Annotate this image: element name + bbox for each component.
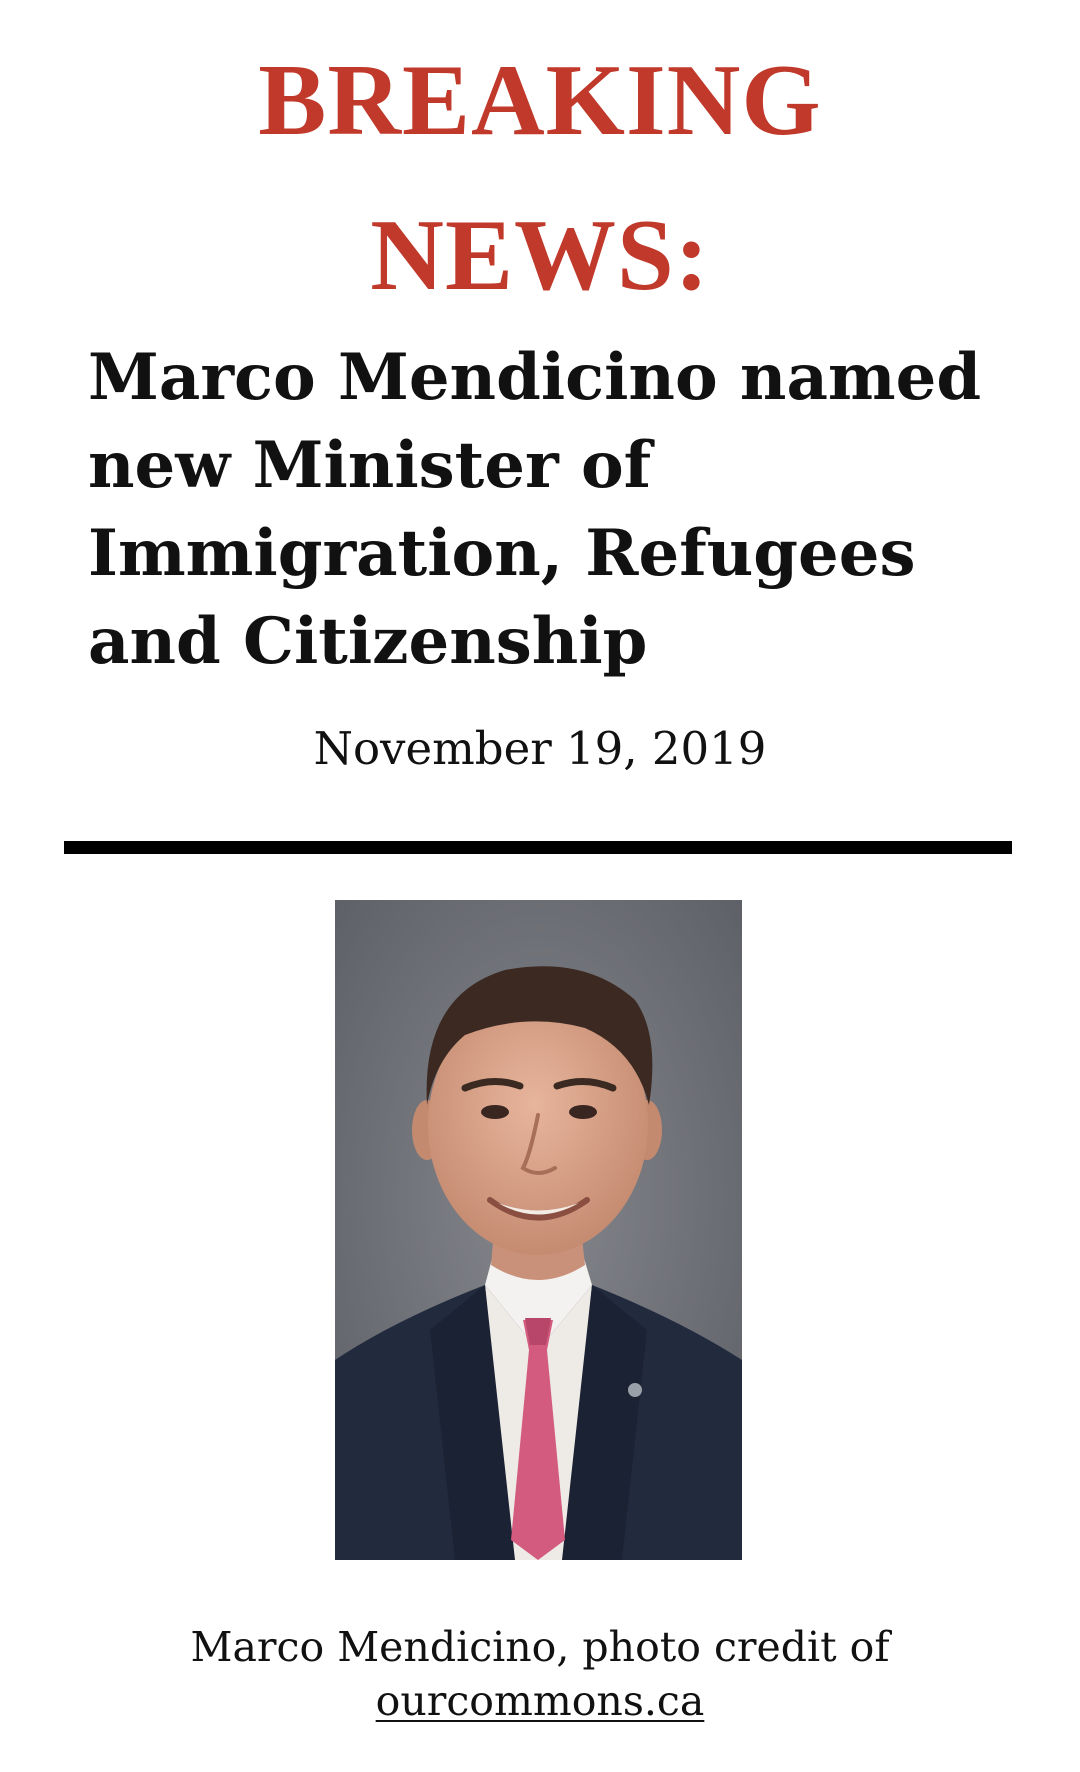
photo-credit-link[interactable]: ourcommons.ca [375,1677,705,1725]
kicker-breaking: BREAKING [258,44,822,157]
kicker-news: NEWS: [370,199,710,312]
photo-caption [0,1620,1080,1728]
portrait-photo [335,900,742,1560]
caption-text: Marco Mendicino, photo credit of [190,1623,890,1671]
publish-date: November 19, 2019 [313,722,767,775]
section-divider [64,841,1012,854]
headline: Marco Mendicino named new Minister of Immigration, Refugees and Citizenship [88,340,982,679]
portrait-illustration [335,900,742,1560]
